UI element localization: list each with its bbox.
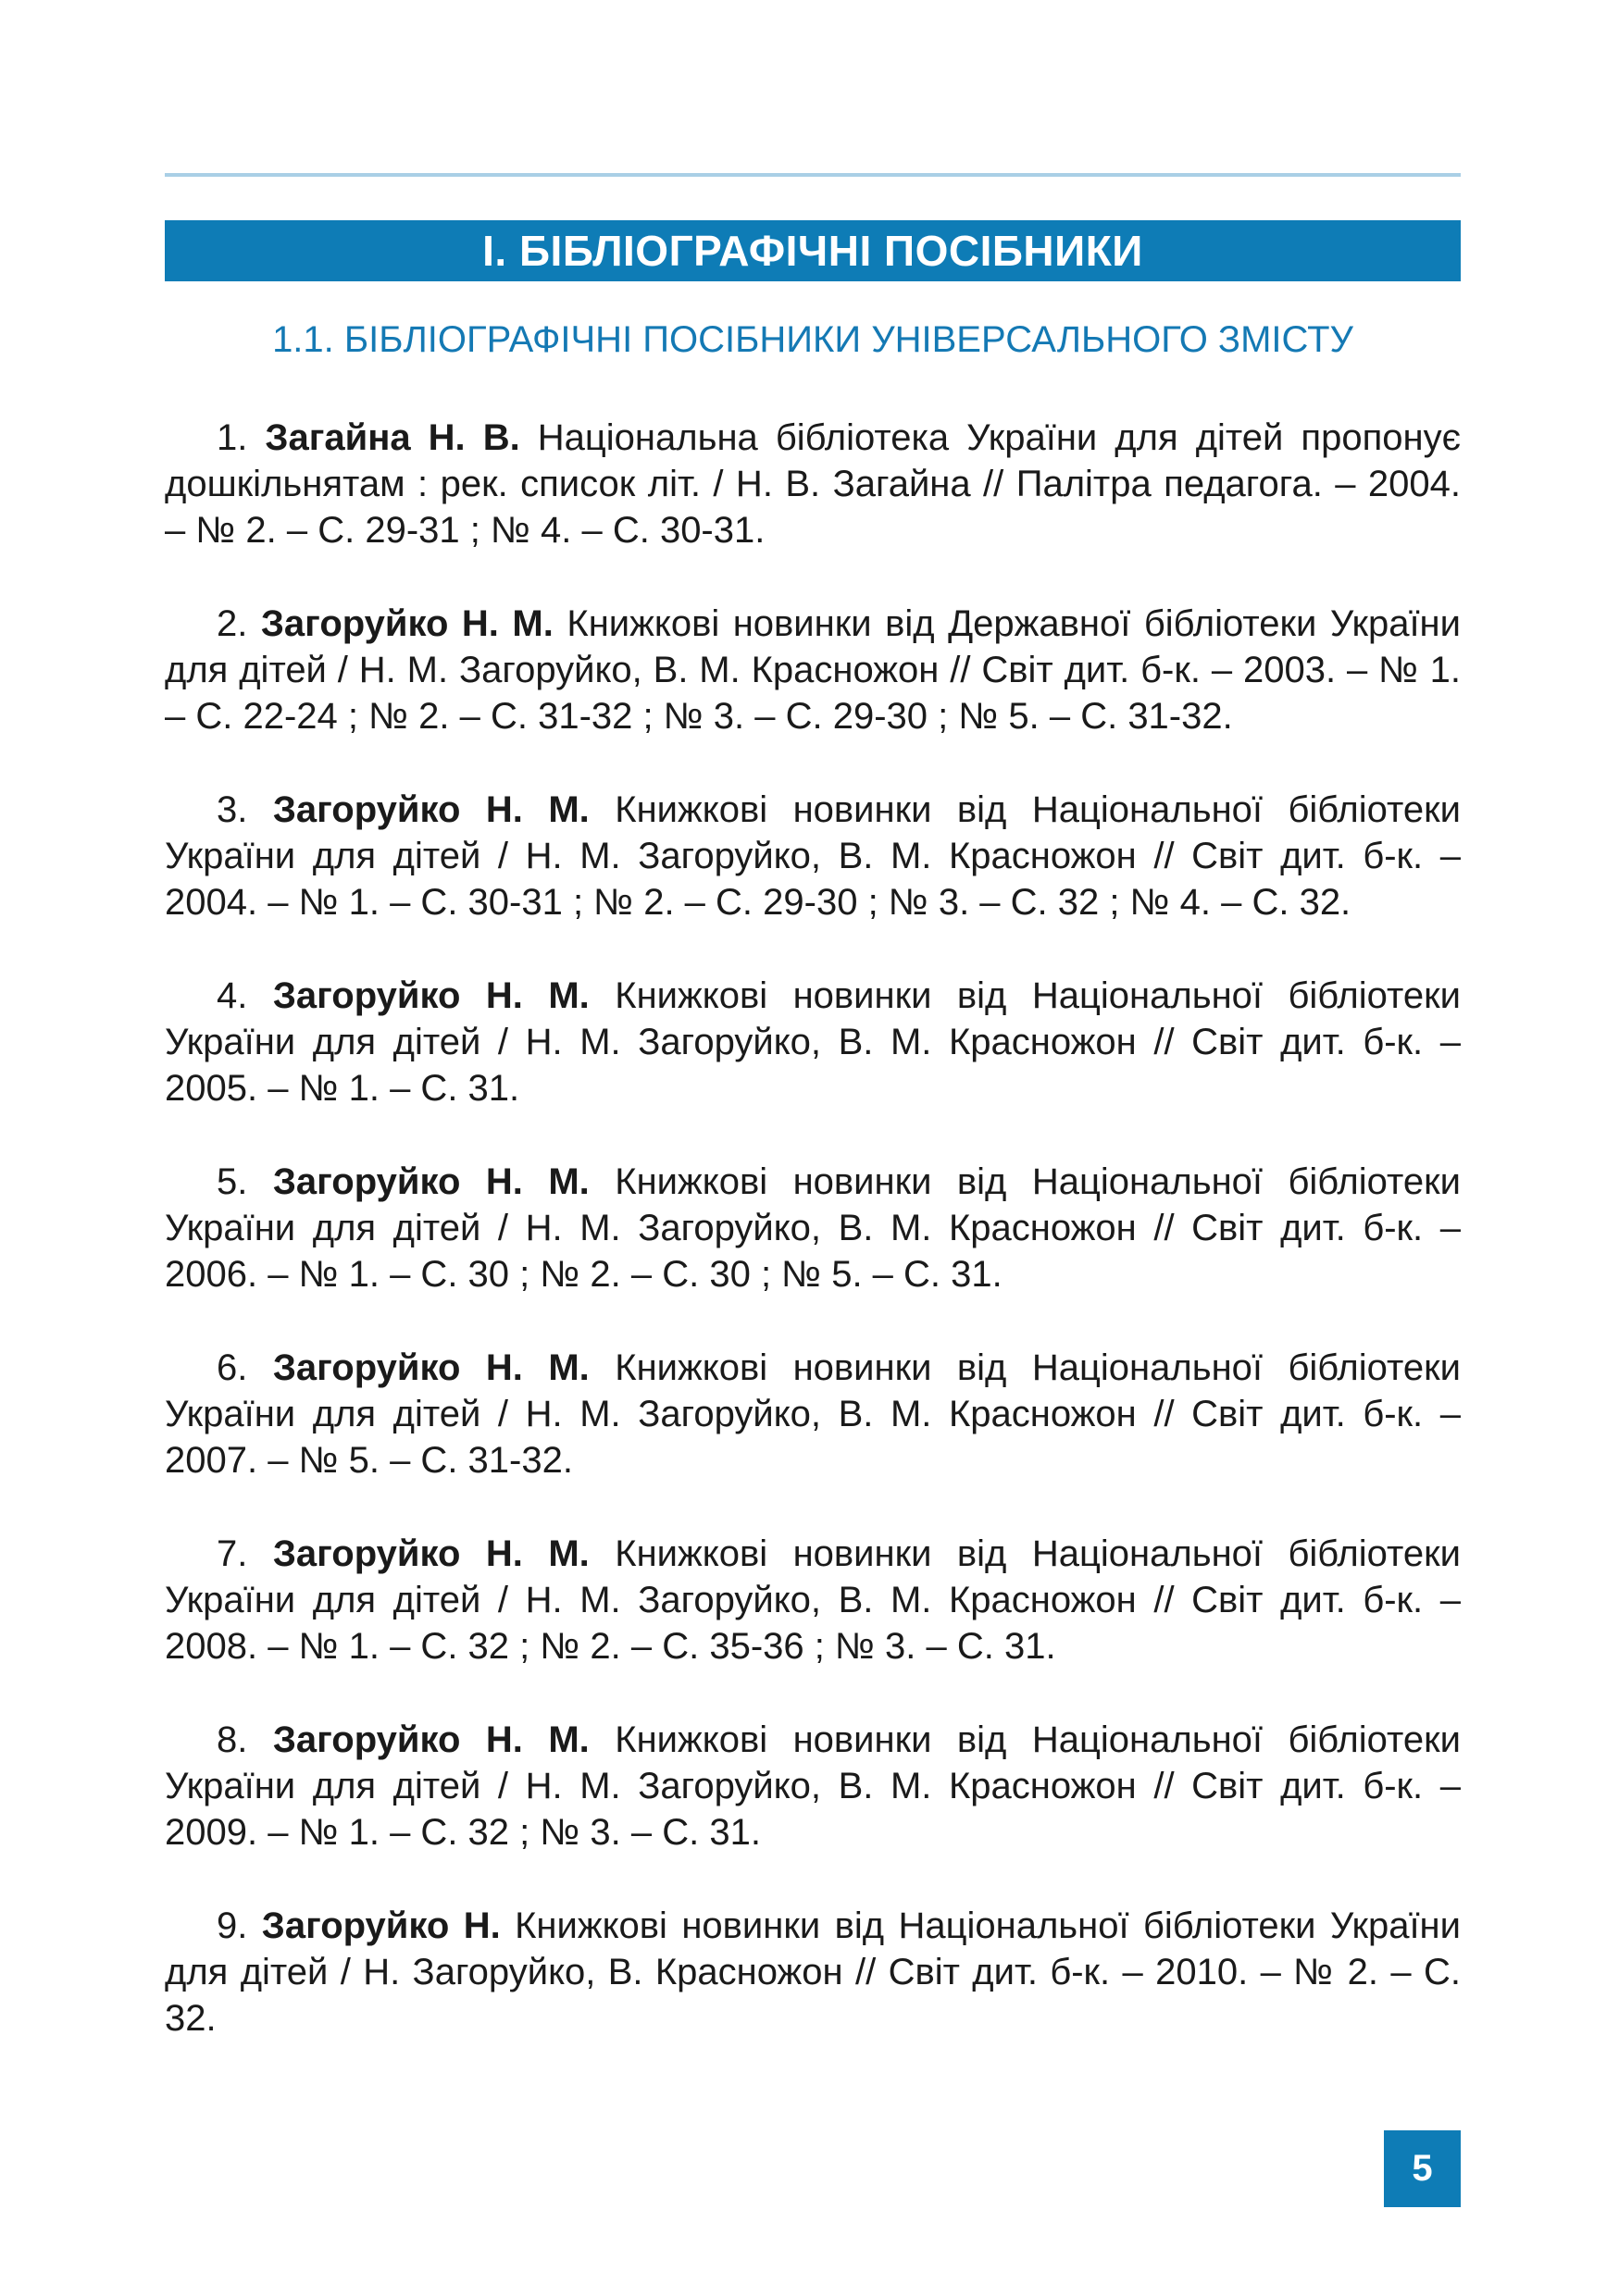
bibliography-list: [165, 415, 1461, 2089]
section-banner: [165, 220, 1461, 281]
entry-text: Книжкові новинки від Національної бібліотеки України для дітей / Н. М. Загоруйко, В. М. Красножон // Світ дит. б-к. – 2005. – № 1. – С. 31.: [165, 975, 1461, 1109]
entry-number: 3.: [217, 789, 248, 830]
entry-author: Загоруйко Н. М.: [272, 1719, 590, 1760]
bibliography-entry-3: [165, 787, 1461, 925]
entry-author: Загоруйко Н. М.: [272, 975, 590, 1016]
entry-number: 5.: [217, 1161, 248, 1202]
entry-author: Загоруйко Н. М.: [272, 1533, 590, 1574]
entry-number: 2.: [217, 603, 248, 644]
entry-text: Книжкові новинки від Національної бібліотеки України для дітей / Н. М. Загоруйко, В. М. Красножон // Світ дит. б-к. – 2009. – № 1. – С. 32 ; № 3. – С. 31.: [165, 1719, 1461, 1853]
entry-number: 1.: [217, 417, 248, 458]
bibliography-entry-7: [165, 1531, 1461, 1669]
top-divider: [165, 173, 1461, 177]
bibliography-entry-9: [165, 1903, 1461, 2042]
entry-author: Загоруйко Н.: [261, 1905, 501, 1946]
bibliography-entry-5: [165, 1159, 1461, 1297]
section-title: І. БІБЛІОГРАФІЧНІ ПОСІБНИКИ: [482, 227, 1143, 275]
entry-number: 8.: [217, 1719, 248, 1760]
entry-author: Загоруйко Н. М.: [260, 603, 554, 644]
entry-number: 7.: [217, 1533, 248, 1574]
entry-text: Книжкові новинки від Державної бібліотеки України для дітей / Н. М. Загоруйко, В. М. Красножон // Світ дит. б-к. – 2003. – № 1. – С. 22-24 ; № 2. – С. 31-32 ; № 3. – С. 29-30 ; № 5. – С. 31-32.: [165, 603, 1461, 737]
bibliography-entry-6: [165, 1345, 1461, 1483]
entry-author: Загоруйко Н. М.: [272, 1161, 590, 1202]
entry-author: Загайна Н. В.: [265, 417, 520, 458]
page-number-badge: [1384, 2130, 1461, 2207]
entry-text: Книжкові новинки від Національної бібліотеки України для дітей / Н. М. Загоруйко, В. М. Красножон // Світ дит. б-к. – 2007. – № 5. – С. 31-32.: [165, 1347, 1461, 1481]
entry-text: Національна бібліотека України для дітей пропонує дошкільнятам : рек. список літ. / Н. В. Загайна // Палітра педагога. – 2004. – № 2. – С. 29-31 ; № 4. – С. 30-31.: [165, 417, 1461, 551]
page-number: 5: [1412, 2148, 1433, 2189]
entry-text: Книжкові новинки від Національної бібліотеки України для дітей / Н. М. Загоруйко, В. М. Красножон // Світ дит. б-к. – 2006. – № 1. – С. 30 ; № 2. – С. 30 ; № 5. – С. 31.: [165, 1161, 1461, 1295]
bibliography-entry-2: [165, 601, 1461, 739]
entry-author: Загоруйко Н. М.: [272, 1347, 590, 1388]
bibliography-entry-4: [165, 973, 1461, 1111]
entry-number: 9.: [217, 1905, 248, 1946]
entry-author: Загоруйко Н. М.: [272, 789, 590, 830]
bibliography-entry-1: [165, 415, 1461, 553]
entry-number: 4.: [217, 975, 248, 1016]
entry-text: Книжкові новинки від Національної бібліотеки України для дітей / Н. М. Загоруйко, В. М. Красножон // Світ дит. б-к. – 2004. – № 1. – С. 30-31 ; № 2. – С. 29-30 ; № 3. – С. 32 ; № 4. – С. 32.: [165, 789, 1461, 923]
subsection-title: 1.1. БІБЛІОГРАФІЧНІ ПОСІБНИКИ УНІВЕРСАЛЬНОГО ЗМІСТУ: [272, 319, 1353, 360]
bibliography-entry-8: [165, 1717, 1461, 1855]
entry-number: 6.: [217, 1347, 248, 1388]
entry-text: Книжкові новинки від Національної бібліотеки України для дітей / Н. Загоруйко, В. Красножон // Світ дит. б-к. – 2010. – № 2. – С. 32.: [165, 1905, 1461, 2039]
entry-text: Книжкові новинки від Національної бібліотеки України для дітей / Н. М. Загоруйко, В. М. Красножон // Світ дит. б-к. – 2008. – № 1. – С. 32 ; № 2. – С. 35-36 ; № 3. – С. 31.: [165, 1533, 1461, 1667]
